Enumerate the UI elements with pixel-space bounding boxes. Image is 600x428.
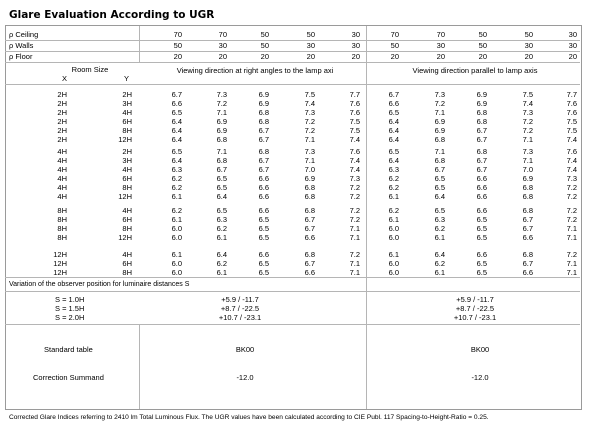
ugr-value: 6.1 [216,233,227,242]
ugr-value: 6.7 [171,90,182,99]
ugr-value: 6.5 [171,108,182,117]
ugr-value: 7.3 [349,174,360,183]
room-y: 6H [122,174,132,183]
ugr-value: 6.6 [476,183,487,192]
ugr-value: 6.6 [476,174,487,183]
ugr-value: 7.2 [566,250,577,259]
ugr-value: 6.5 [434,206,445,215]
ugr-value: 7.4 [349,165,360,174]
reflectance-value: 20 [260,52,269,61]
ugr-value: 6.1 [171,250,182,259]
ugr-value: 7.5 [566,126,577,135]
ugr-value: 7.6 [349,99,360,108]
ugr-value: 6.5 [258,233,269,242]
ugr-value: 6.5 [258,224,269,233]
divider [5,324,580,325]
room-x: 2H [57,126,67,135]
room-y: 2H [122,90,132,99]
room-x: 8H [57,215,67,224]
ugr-value: 6.2 [171,174,182,183]
ugr-value: 7.2 [349,206,360,215]
ugr-value: 6.8 [258,108,269,117]
ugr-value: 6.8 [304,192,315,201]
room-x: 2H [57,99,67,108]
ugr-value: 7.2 [434,99,445,108]
ugr-value: 6.6 [258,206,269,215]
room-y: 3H [122,156,132,165]
ugr-value: 6.8 [476,147,487,156]
ugr-value: 6.6 [304,268,315,277]
ugr-value: 6.5 [258,215,269,224]
ugr-value: 6.1 [171,192,182,201]
ugr-value: 6.6 [476,250,487,259]
room-x: 4H [57,183,67,192]
room-x: 8H [57,206,67,215]
room-x: 12H [53,250,67,259]
ugr-value: 6.5 [216,206,227,215]
ugr-value: 7.5 [349,126,360,135]
ugr-value: 6.8 [522,206,533,215]
room-y: 12H [118,233,132,242]
room-y: 6H [122,215,132,224]
ugr-value: 6.6 [522,268,533,277]
ugr-value: 6.4 [216,192,227,201]
reflectance-value: 20 [218,52,227,61]
ugr-value: 6.7 [258,135,269,144]
room-x: 2H [57,135,67,144]
standard-table-right: BK00 [470,345,490,354]
ugr-value: 7.5 [304,90,315,99]
correction-label: Correction Summand [33,373,104,382]
ugr-value: 7.3 [216,90,227,99]
ugr-value: 6.8 [522,250,533,259]
ugr-value: 6.9 [304,174,315,183]
x-label: X [62,74,68,83]
ugr-value: 7.6 [566,99,577,108]
room-y: 4H [122,165,132,174]
room-y: 8H [122,183,132,192]
ugr-value: 6.5 [216,183,227,192]
ugr-value: 7.1 [522,156,533,165]
ugr-value: 6.0 [388,233,399,242]
ugr-value: 6.7 [476,126,487,135]
ugr-value: 7.7 [566,90,577,99]
ugr-value: 6.1 [434,268,445,277]
ugr-value: 7.3 [566,174,577,183]
ugr-value: 6.5 [216,174,227,183]
room-y: 4H [122,206,132,215]
ugr-value: 7.1 [349,259,360,268]
ugr-value: 6.1 [388,250,399,259]
ugr-value: 6.8 [216,135,227,144]
ugr-value: 6.0 [388,224,399,233]
ugr-value: 6.1 [171,215,182,224]
room-x: 2H [57,90,67,99]
ugr-value: 6.7 [388,90,399,99]
reflectance-value: 50 [260,30,269,39]
ugr-value: 6.8 [216,156,227,165]
divider [139,26,140,62]
ugr-value: 7.1 [566,233,577,242]
ugr-value: 6.9 [434,117,445,126]
ugr-value: 7.2 [349,192,360,201]
ugr-value: 6.0 [388,268,399,277]
variation-label: S = 1.5H [55,304,85,313]
ugr-value: 6.6 [476,192,487,201]
ugr-value: 6.8 [434,156,445,165]
ugr-value: 6.6 [476,206,487,215]
room-y: 4H [122,108,132,117]
reflectance-value: 20 [351,52,360,61]
ugr-value: 6.5 [171,147,182,156]
room-x: 4H [57,174,67,183]
ugr-value: 6.6 [171,99,182,108]
ugr-value: 6.5 [258,268,269,277]
reflectance-value: 70 [390,30,399,39]
reflectance-value: 50 [260,41,269,50]
ugr-value: 6.7 [522,259,533,268]
ugr-value: 6.2 [171,206,182,215]
room-x: 4H [57,147,67,156]
ugr-value: 6.1 [216,268,227,277]
room-y: 12H [118,135,132,144]
ugr-value: 7.2 [566,215,577,224]
ugr-value: 7.6 [349,147,360,156]
divider [5,40,580,41]
reflectance-value: 50 [478,41,487,50]
ugr-value: 6.5 [476,259,487,268]
ugr-value: 6.5 [434,183,445,192]
ugr-value: 6.7 [476,165,487,174]
ugr-value: 7.1 [434,147,445,156]
ugr-value: 6.9 [434,126,445,135]
ugr-value: 6.8 [476,108,487,117]
reflectance-value: 20 [173,52,182,61]
reflectance-value: 30 [568,30,577,39]
room-y: 8H [122,126,132,135]
ugr-value: 7.1 [434,108,445,117]
ugr-value: 6.5 [434,174,445,183]
ugr-value: 6.4 [171,126,182,135]
page-title: Glare Evaluation According to UGR [9,9,215,21]
ugr-value: 6.8 [304,183,315,192]
ugr-value: 6.7 [216,165,227,174]
ugr-value: 6.6 [258,250,269,259]
ugr-value: 7.1 [522,135,533,144]
ugr-value: 6.8 [434,135,445,144]
ugr-value: 6.8 [304,206,315,215]
room-x: 2H [57,117,67,126]
ugr-value: 6.6 [304,233,315,242]
reflectance-value: 30 [218,41,227,50]
ugr-value: 6.7 [522,215,533,224]
room-y: 6H [122,117,132,126]
ugr-value: 7.4 [349,135,360,144]
ugr-value: 6.9 [216,126,227,135]
ugr-value: 6.8 [476,117,487,126]
reflectance-value: 30 [436,41,445,50]
ugr-value: 6.7 [522,224,533,233]
room-x: 2H [57,108,67,117]
reflectance-value: 30 [351,41,360,50]
room-x: 12H [53,268,67,277]
ugr-value: 7.4 [566,156,577,165]
ugr-value: 6.7 [258,126,269,135]
reflectance-value: 20 [436,52,445,61]
ugr-value: 7.2 [304,126,315,135]
ugr-value: 7.1 [349,224,360,233]
room-y: 12H [118,192,132,201]
ugr-value: 7.3 [522,108,533,117]
ugr-value: 6.1 [388,192,399,201]
ugr-value: 6.4 [171,135,182,144]
ugr-value: 6.4 [171,156,182,165]
ugr-value: 7.7 [349,90,360,99]
room-y: 6H [122,259,132,268]
room-y: 8H [122,224,132,233]
ugr-value: 6.5 [388,147,399,156]
ugr-value: 6.0 [388,259,399,268]
reflectance-value: 70 [218,30,227,39]
right-heading: Viewing direction parallel to lamp axis [412,66,538,75]
variation-left: +10.7 / -23.1 [218,313,262,322]
ugr-value: 7.6 [566,147,577,156]
ugr-value: 7.2 [349,250,360,259]
ugr-value: 6.2 [216,259,227,268]
ugr-value: 7.1 [216,147,227,156]
ugr-value: 7.2 [349,215,360,224]
ugr-value: 6.2 [388,174,399,183]
variation-label: S = 1.0H [55,295,85,304]
ugr-value: 6.3 [216,215,227,224]
ugr-value: 7.3 [304,147,315,156]
reflectance-value: 20 [478,52,487,61]
reflectance-value: 30 [524,41,533,50]
ugr-value: 6.9 [216,117,227,126]
ugr-value: 6.0 [171,268,182,277]
ugr-value: 7.4 [349,156,360,165]
ugr-value: 6.5 [476,215,487,224]
ugr-value: 7.1 [566,259,577,268]
ugr-value: 7.0 [522,165,533,174]
ugr-value: 6.4 [171,117,182,126]
ugr-value: 6.0 [171,233,182,242]
ugr-value: 6.6 [388,99,399,108]
reflectance-value: 70 [173,30,182,39]
ugr-value: 6.2 [216,224,227,233]
ugr-value: 6.4 [216,250,227,259]
ugr-value: 6.6 [258,192,269,201]
ugr-value: 7.2 [216,99,227,108]
variation-left: +8.7 / -22.5 [220,304,260,313]
reflectance-value: 20 [568,52,577,61]
reflectance-value: 70 [436,30,445,39]
ugr-value: 6.8 [522,183,533,192]
ugr-value: 6.7 [304,215,315,224]
reflectance-value: 20 [524,52,533,61]
ugr-value: 6.9 [476,99,487,108]
ugr-value: 6.2 [388,206,399,215]
divider [5,84,580,85]
ugr-value: 6.7 [304,224,315,233]
ugr-value: 6.3 [388,165,399,174]
reflectance-value: 30 [568,41,577,50]
room-y: 3H [122,99,132,108]
divider [5,277,580,278]
ugr-value: 7.2 [522,126,533,135]
ugr-value: 6.6 [258,183,269,192]
divider [5,51,580,52]
ugr-value: 6.3 [434,215,445,224]
ugr-value: 6.3 [171,165,182,174]
ugr-value: 7.5 [349,117,360,126]
reflectance-label: ρ Floor [9,52,33,61]
ugr-value: 6.5 [476,268,487,277]
ugr-value: 7.1 [304,156,315,165]
reflectance-value: 50 [306,30,315,39]
ugr-value: 7.1 [566,268,577,277]
ugr-value: 7.1 [349,268,360,277]
room-y: 4H [122,250,132,259]
ugr-value: 7.2 [566,206,577,215]
variation-right: +10.7 / -23.1 [453,313,497,322]
variation-left: +5.9 / -11.7 [221,295,259,304]
room-x: 4H [57,192,67,201]
reflectance-value: 20 [306,52,315,61]
reflectance-value: 30 [351,30,360,39]
ugr-value: 6.8 [522,192,533,201]
ugr-value: 6.2 [388,183,399,192]
ugr-value: 7.2 [304,117,315,126]
variation-label: S = 2.0H [55,313,85,322]
ugr-value: 7.4 [566,165,577,174]
ugr-value: 6.4 [434,250,445,259]
ugr-value: 7.4 [566,135,577,144]
room-y: 8H [122,268,132,277]
correction-left: -12.0 [236,373,254,382]
standard-table-label: Standard table [44,345,93,354]
ugr-value: 7.2 [522,117,533,126]
ugr-value: 7.6 [349,108,360,117]
ugr-value: 7.5 [522,90,533,99]
ugr-value: 6.9 [258,99,269,108]
variation-right: +5.9 / -11.7 [456,295,494,304]
ugr-value: 6.5 [476,224,487,233]
ugr-value: 6.4 [388,126,399,135]
reflectance-value: 50 [524,30,533,39]
room-size-label: Room Size [71,65,109,74]
ugr-value: 6.5 [388,108,399,117]
reflectance-label: ρ Walls [9,41,34,50]
correction-right: -12.0 [471,373,489,382]
variation-note: Variation of the observer position for luminaire distances S [9,281,190,288]
ugr-value: 6.7 [304,259,315,268]
divider [139,324,140,409]
room-x: 12H [53,259,67,268]
reflectance-value: 50 [390,41,399,50]
ugr-value: 7.5 [566,117,577,126]
ugr-value: 7.4 [522,99,533,108]
room-x: 8H [57,233,67,242]
footer-note: Corrected Glare Indices referring to 2410 lm Total Luminous Flux. The UGR values have been calculated according to CIE Publ. 117 Spacing-to-Height-Ratio = 0.25. [9,414,489,421]
room-x: 8H [57,224,67,233]
ugr-value: 6.9 [476,90,487,99]
variation-right: +8.7 / -22.5 [455,304,495,313]
ugr-value: 7.3 [304,108,315,117]
ugr-value: 7.6 [566,108,577,117]
ugr-value: 6.2 [434,259,445,268]
ugr-value: 6.7 [258,156,269,165]
ugr-value: 6.2 [171,183,182,192]
ugr-value: 6.2 [434,224,445,233]
ugr-value: 7.1 [566,224,577,233]
ugr-value: 7.2 [566,183,577,192]
ugr-value: 6.8 [258,147,269,156]
ugr-value: 7.4 [304,99,315,108]
divider [5,62,580,63]
room-x: 4H [57,156,67,165]
y-label: Y [124,74,130,83]
ugr-value: 7.2 [349,183,360,192]
divider [5,291,580,292]
reflectance-value: 50 [173,41,182,50]
ugr-value: 6.8 [304,250,315,259]
ugr-value: 7.0 [304,165,315,174]
reflectance-value: 20 [390,52,399,61]
room-x: 4H [57,165,67,174]
ugr-value: 6.6 [522,233,533,242]
ugr-value: 6.1 [434,233,445,242]
ugr-value: 7.3 [434,90,445,99]
ugr-value: 6.4 [388,117,399,126]
left-heading: Viewing direction at right angles to the lamp axi [176,66,334,75]
reflectance-label: ρ Ceiling [9,30,39,39]
ugr-value: 7.1 [216,108,227,117]
ugr-value: 6.4 [388,135,399,144]
ugr-value: 6.0 [171,259,182,268]
ugr-value: 7.3 [522,147,533,156]
reflectance-value: 50 [478,30,487,39]
ugr-value: 6.1 [388,215,399,224]
ugr-value: 7.1 [349,233,360,242]
ugr-value: 6.7 [434,165,445,174]
ugr-value: 6.5 [476,233,487,242]
ugr-value: 6.0 [171,224,182,233]
ugr-value: 7.1 [304,135,315,144]
ugr-value: 6.7 [476,135,487,144]
ugr-value: 7.2 [566,192,577,201]
ugr-value: 6.7 [258,165,269,174]
ugr-value: 6.9 [258,90,269,99]
reflectance-value: 30 [306,41,315,50]
ugr-value: 6.5 [258,259,269,268]
ugr-value: 6.4 [388,156,399,165]
standard-table-left: BK00 [235,345,255,354]
room-y: 2H [122,147,132,156]
ugr-value: 6.7 [476,156,487,165]
ugr-value: 6.6 [258,174,269,183]
ugr-value: 6.4 [434,192,445,201]
ugr-value: 6.8 [258,117,269,126]
ugr-value: 6.9 [522,174,533,183]
